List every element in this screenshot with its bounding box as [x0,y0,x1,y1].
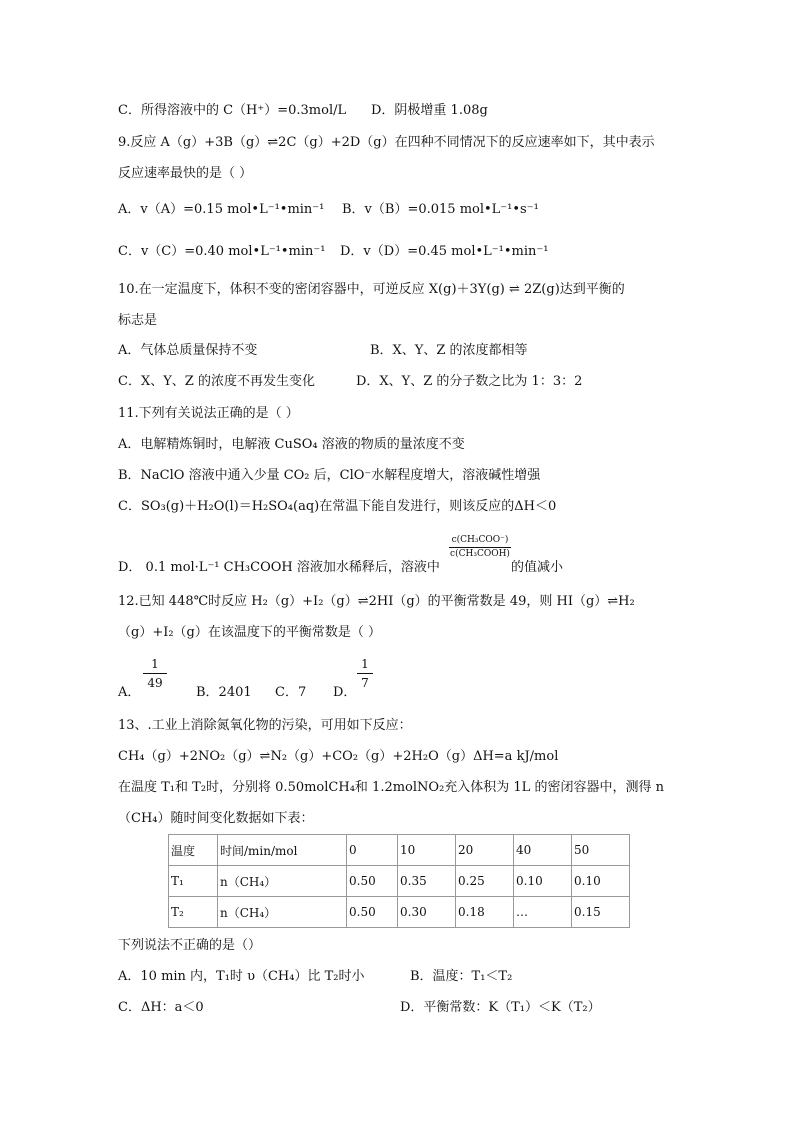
q9-stem-line2: 反应速率最快的是（ ） [118,166,253,181]
fraction-bar [357,673,373,674]
table-header-cell: 40 [514,835,572,866]
q10-option-a: A．气体总质量保持不变 [118,343,258,358]
table-cell: n（CH₄） [218,897,347,928]
q9-option-b: B．v（B）=0.015 mol•L⁻¹•s⁻¹ [342,202,539,217]
table-cell: 0.25 [456,866,514,897]
fraction-denominator: 49 [147,676,163,690]
table-cell: … [514,897,572,928]
table-header-cell: 0 [347,835,398,866]
q12-option-b: B．2401 [196,685,252,700]
q13-option-c: C．ΔH：a＜0 [118,1000,204,1015]
table-header-cell: 20 [456,835,514,866]
table-cell: 0.30 [398,897,456,928]
q12-stem-line2: （g）+I₂（g）在该温度下的平衡常数是（ ） [118,625,382,640]
q11-option-a: A．电解精炼铜时，电解液 CuSO₄ 溶液的物质的量浓度不变 [118,437,465,452]
q13-description-line1: 在温度 T₁和 T₂时，分别将 0.50molCH₄和 1.2molNO₂充入体积为 1L 的密闭容器中，测得 n [118,780,664,795]
q9-option-a: A．v（A）=0.15 mol•L⁻¹•min⁻¹ [118,202,325,217]
q8-option-c: C．所得溶液中的 C（H⁺）=0.3mol/L [118,103,347,118]
table-cell: 0.18 [456,897,514,928]
fraction-denominator: c(CH₃COOH) [450,549,510,559]
table-cell: 0.50 [347,897,398,928]
q11-option-d-suffix: 的值减小 [511,560,564,575]
table-header-cell: 10 [398,835,456,866]
table-header-cell: 时间/min/mol [218,835,347,866]
table-cell: 0.35 [398,866,456,897]
table-cell: n（CH₄） [218,866,347,897]
q13-option-b: B．温度：T₁＜T₂ [410,969,513,984]
table-cell: 0.10 [572,866,630,897]
q9-stem-line1: 9.反应 A（g）+3B（g）⇌2C（g）+2D（g）在四种不同情况下的反应速率如下，其中表示 [118,135,655,150]
q11-option-c: C．SO₃(g)＋H₂O(l)＝H₂SO₄(aq)在常温下能自发进行，则该反应的ΔH＜0 [118,499,557,514]
table-cell: 0.15 [572,897,630,928]
q11-option-b: B．NaClO 溶液中通入少量 CO₂ 后，ClO⁻水解程度增大，溶液碱性增强 [118,468,541,483]
q12-option-d-fraction [357,656,373,691]
q9-option-c: C．v（C）=0.40 mol•L⁻¹•min⁻¹ [118,244,326,259]
q13-ask: 下列说法不正确的是（） [118,938,262,953]
q10-stem-line2: 标志是 [118,313,158,328]
fraction-numerator: 1 [361,657,369,671]
q8-option-d: D．阴极增重 1.08g [371,103,488,118]
q13-option-d: D．平衡常数：K（T₁）＜K（T₂） [400,1000,601,1015]
table-cell: T₂ [169,897,218,928]
table-cell: 0.10 [514,866,572,897]
q12-option-c: C．7 [275,685,307,700]
q12-option-a-fraction [143,656,167,691]
fraction-numerator: c(CH₃COO⁻) [451,535,509,545]
q10-option-b: B．X、Y、Z 的浓度都相等 [370,343,528,358]
q11-option-d-prefix: D． 0.1 mol·L⁻¹ CH₃COOH 溶液加水稀释后，溶液中 [118,560,440,575]
table-header-cell: 温度 [169,835,218,866]
q13-equation: CH₄（g）+2NO₂（g）⇌N₂（g）+CO₂（g）+2H₂O（g）ΔH=a kJ/mol [118,749,559,764]
table-cell: 0.50 [347,866,398,897]
q10-option-c: C．X、Y、Z 的浓度不再发生变化 [118,374,315,389]
fraction-bar [449,547,511,548]
table-header-cell: 50 [572,835,630,866]
q12-option-a-label: A． [118,685,141,700]
table-header-row [169,835,630,866]
q13-stem: 13、.工业上消除氮氧化物的污染，可用如下反应： [118,718,412,733]
table-row [169,897,630,928]
q12-stem-line1: 12.已知 448℃时反应 H₂（g）+I₂（g）⇌2HI（g）的平衡常数是 49，则 HI（g）⇌H₂ [118,594,635,609]
table-row [169,866,630,897]
q12-option-d-label: D． [333,685,357,700]
fraction-bar [143,673,167,674]
q10-option-d: D．X、Y、Z 的分子数之比为 1：3：2 [356,374,583,389]
q11-stem: 11.下列有关说法正确的是（ ） [118,406,299,421]
q11-concentration-fraction [449,535,511,560]
ch4-data-table [168,834,630,928]
fraction-denominator: 7 [361,676,369,690]
fraction-numerator: 1 [151,657,159,671]
q13-option-a: A．10 min 内，T₁时 υ（CH₄）比 T₂时小 [118,969,365,984]
q10-stem-line1: 10.在一定温度下，体积不变的密闭容器中，可逆反应 X(g)＋3Y(g) ⇌ 2Z(g)达到平衡的 [118,282,625,297]
table-cell: T₁ [169,866,218,897]
q9-option-d: D．v（D）=0.45 mol•L⁻¹•min⁻¹ [340,244,549,259]
q13-description-line2: （CH₄）随时间变化数据如下表： [118,811,314,826]
